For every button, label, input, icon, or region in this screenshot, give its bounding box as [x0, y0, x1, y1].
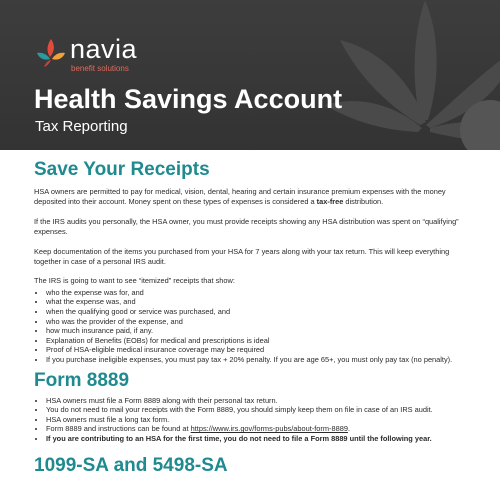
list-item-link — [46, 424, 474, 434]
link-item-end: . — [347, 424, 351, 434]
receipts-list-intro: The IRS is going to want to see “itemized” receipts that show: — [34, 276, 235, 286]
list-item: • HSA owners must file a Form 8889 along with their personal tax return. — [46, 396, 474, 406]
navia-logo-icon — [34, 37, 68, 71]
irs-form-8889-link[interactable]: https://www.irs.gov/forms-pubs/about-form-8889 — [190, 424, 348, 434]
list-item: • If you purchase ineligible expenses, you must pay tax + 20% penalty. If you are age 65+, you must only pay tax (no penalty). — [46, 355, 474, 365]
header-banner — [0, 0, 500, 150]
list-item: • who was the provider of the expense, and — [46, 317, 474, 327]
paragraph-tax-free-end: distribution. — [343, 197, 384, 207]
form-8889-list — [34, 396, 474, 444]
list-item-bold: • If you are contributing to an HSA for the first time, you do not need to file a Form 8889 until the following year. — [46, 434, 474, 444]
page-subtitle: Tax Reporting — [35, 118, 128, 135]
heading-1099-sa-5498-sa: 1099-SA and 5498-SA — [34, 454, 228, 476]
brand-tagline: benefit solutions — [71, 64, 129, 73]
list-item: • how much insurance paid, if any. — [46, 326, 474, 336]
list-item: • what the expense was, and — [46, 297, 474, 307]
list-item: • when the qualifying good or service was purchased, and — [46, 307, 474, 317]
brand-name: navia — [70, 34, 138, 64]
decorative-petals — [300, 0, 500, 150]
page-title: Health Savings Account — [34, 84, 343, 114]
heading-save-receipts: Save Your Receipts — [34, 159, 210, 180]
paragraph-tax-free — [34, 187, 474, 208]
list-item: • Explanation of Benefits (EOBs) for medical and prescriptions is ideal — [46, 336, 474, 346]
receipts-list — [34, 288, 474, 365]
paragraph-irs-audit: If the IRS audits you personally, the HSA owner, you must provide receipts showing any HSA distribution was spent on “qualifying” expenses. — [34, 216, 459, 237]
list-item: • You do not need to mail your receipts with the Form 8889, you should simply keep them on file in case of an IRS audit. — [46, 405, 474, 415]
tax-free-emphasis: tax-free — [316, 197, 344, 207]
list-item: • HSA owners must file a long tax form. — [46, 415, 474, 425]
list-item: • Proof of HSA-eligible medical insurance coverage may be required — [46, 345, 474, 355]
heading-form-8889: Form 8889 — [34, 369, 130, 391]
link-item-text: Form 8889 and instructions can be found at — [46, 424, 191, 434]
paragraph-documentation: Keep documentation of the items you purchased from your HSA for 7 years along with your tax return. This will keep everything together in case of a personal IRS audit. — [34, 246, 450, 267]
document-body — [34, 160, 474, 475]
list-item: • who the expense was for, and — [46, 288, 474, 298]
paragraph-tax-free-text: HSA owners are permitted to pay for medical, vision, dental, hearing and certain insurance premium expenses with the money deposited into their account. Money spent on these types of expenses is considered a — [34, 187, 446, 207]
